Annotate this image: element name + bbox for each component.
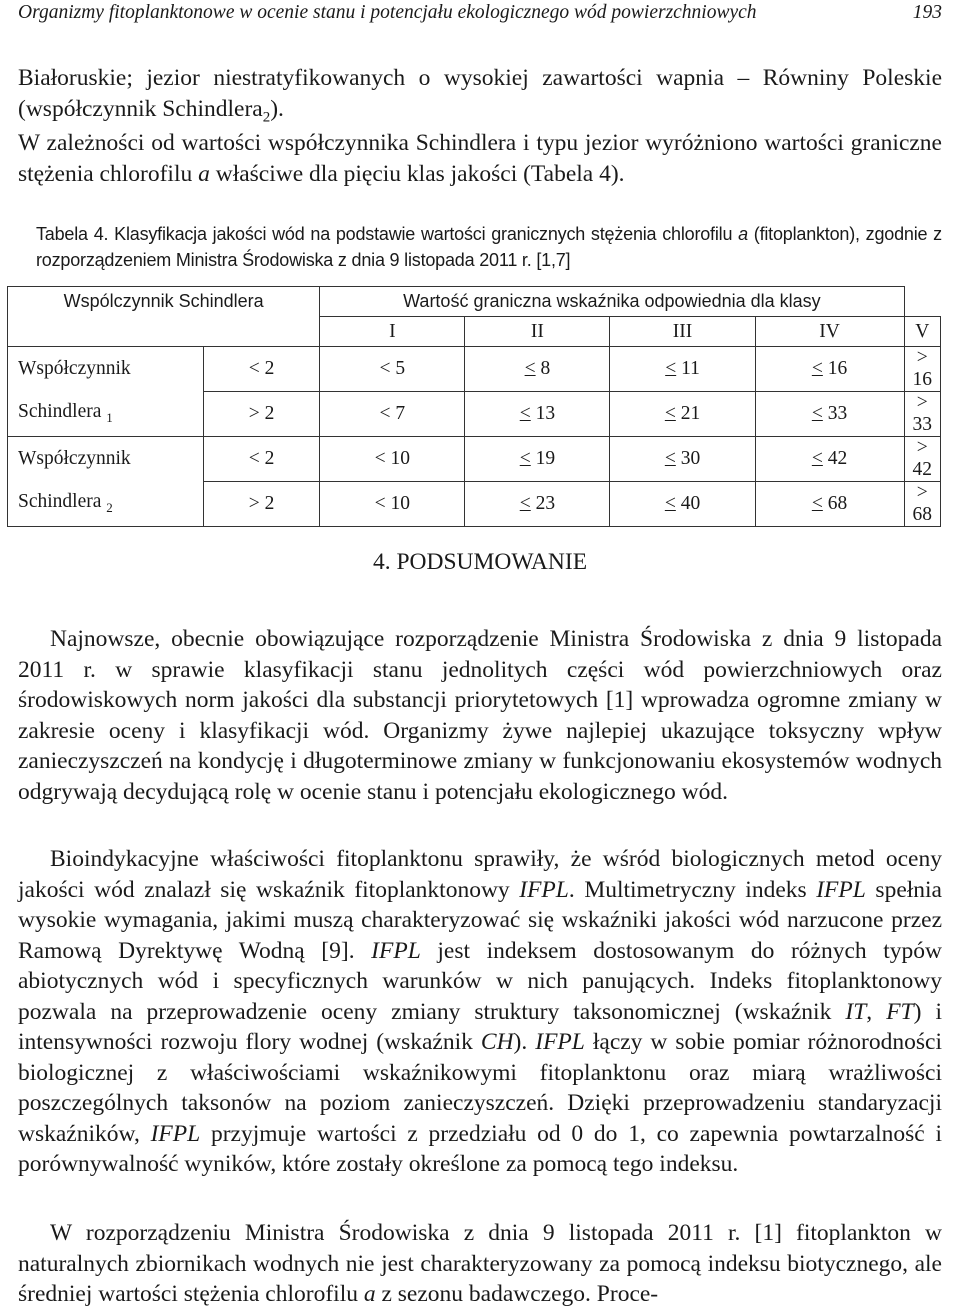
value-cell: < 16 xyxy=(755,347,904,392)
value-cell: > 16 xyxy=(904,347,941,392)
cond-cell: > 2 xyxy=(203,482,319,527)
class-header: II xyxy=(465,317,610,347)
value-cell: < 13 xyxy=(465,392,610,437)
value-cell: < 42 xyxy=(755,437,904,482)
running-header xyxy=(18,0,942,26)
row-label: Współczynnik xyxy=(8,347,204,392)
value-cell: < 5 xyxy=(320,347,465,392)
value-cell: < 23 xyxy=(465,482,610,527)
cond-cell: < 2 xyxy=(203,347,319,392)
value-cell: < 7 xyxy=(320,392,465,437)
value-cell: < 40 xyxy=(610,482,755,527)
class-header: III xyxy=(610,317,755,347)
value-cell: < 19 xyxy=(465,437,610,482)
row-label: Schindlera $_1$ xyxy=(8,392,204,437)
class-header: I xyxy=(320,317,465,347)
intro-paragraph-2: W zależności od wartości współczynnika Schindlera i typu jezior wyróżniono wartości graniczne stężenia chlorofilu a właściwe dla pięciu klas jakości (Tabela 4). xyxy=(18,130,942,187)
value-cell: < 21 xyxy=(610,392,755,437)
class-header: IV xyxy=(755,317,904,347)
summary-paragraph-1: Najnowsze, obecnie obowiązujące rozporządzenie Ministra Środowiska z dnia 9 listopada 2011 r. w sprawie klasyfikacji stanu jednolitych części wód powierzchniowych oraz środowiskowych norm jakości dla substancji priorytetowych [1] wprowadza ogromne zmiany w zakresie oceny i klasyfikacji wód. Organizmy żywe najlepiej ukazujące toksyczny wpływ zanieczyszczeń na kondycję i długoterminowe zmiany w funkcjonowaniu ekosystemów wodnych odgrywają decydującą rolę w ocenie stanu i potencjału ekologicznego wód. xyxy=(18,626,942,805)
summary-paragraph-2: Bioindykacyjne właściwości fitoplanktonu sprawiły, że wśród biologicznych metod oceny jakości wód znalazł się wskaźnik fitoplanktonowy IFPL. Multimetryczny indeks IFPL spełnia wysokie wymagania, jakimi muszą charakteryzować się wskaźniki jakości wód narzucone przez Ramową Dyrektywę Wodną [9]. IFPL jest indeksem dostosowanym do różnych typów abiotycznych wód i specyficznych warunków w nich panujących. Indeks fitoplanktonowy pozwala na przeprowadzenie oceny zmiany struktury taksonomicznej (wskaźnik IT, FT) i intensywności rozwoju flory wodnej (wskaźnik CH). IFPL łączy w sobie pomiar różnorodności biologicznej z właściwościami wskaźnikowymi fitoplanktonu oraz miarą wrażliwości poszczególnych taksonów na poziom zanieczyszczeń. Dzięki przeprowadzeniu standaryzacji wskaźników, IFPL przyjmuje wartości z przedziału od 0 do 1, co zapewnia powtarzalność i porównywalność wyników, które zostały określone za pomocą tego indeksu. xyxy=(18,846,943,1177)
row-label: Współczynnik xyxy=(8,437,204,482)
class-header: V xyxy=(904,317,941,347)
header-schindler: Wspólczynnik Schindlera xyxy=(8,287,320,317)
classification-table xyxy=(7,286,941,527)
header-class-threshold: Wartość graniczna wskaźnika odpowiednia dla klasy xyxy=(320,287,904,317)
value-cell: < 33 xyxy=(755,392,904,437)
value-cell: < 8 xyxy=(465,347,610,392)
page-number: 193 xyxy=(912,2,942,23)
value-cell: < 10 xyxy=(320,437,465,482)
intro-paragraph-1: Białoruskie; jezior niestratyfikowanych o wysokiej zawartości wapnia – Równiny Poleskie (współczynnik Schindlera$_2$). xyxy=(18,65,942,126)
section-heading: 4. PODSUMOWANIE xyxy=(372,549,588,575)
cond-cell: > 2 xyxy=(203,392,319,437)
summary-paragraph-3: W rozporządzeniu Ministra Środowiska z dnia 9 listopada 2011 r. [1] fitoplankton w naturalnych zbiornikach wodnych nie jest charakteryzowany za pomocą indeksu biotycznego, ale średniej wartości stężenia chlorofilu a z sezonu badawczego. Proce- xyxy=(18,1220,942,1307)
row-label: Schindlera $_2$ xyxy=(8,482,204,527)
header-blank xyxy=(8,317,320,347)
table-row xyxy=(8,482,941,527)
cond-cell: < 2 xyxy=(203,437,319,482)
table-row xyxy=(8,437,941,482)
value-cell: > 33 xyxy=(904,392,941,437)
table-row xyxy=(8,392,941,437)
value-cell: < 30 xyxy=(610,437,755,482)
table-row xyxy=(8,347,941,392)
value-cell: > 68 xyxy=(904,482,941,527)
running-title: Organizmy fitoplanktonowe w ocenie stanu i potencjału ekologicznego wód powierzchniowych xyxy=(18,2,757,23)
table-caption: Tabela 4. Klasyfikacja jakości wód na podstawie wartości granicznych stężenia chlorofilu a (fitoplankton), zgodnie z rozporządzeniem Ministra Środowiska z dnia 9 listopada 2011 r. [1,7] xyxy=(36,224,942,270)
value-cell: < 68 xyxy=(755,482,904,527)
value-cell: < 10 xyxy=(320,482,465,527)
value-cell: < 11 xyxy=(610,347,755,392)
value-cell: > 42 xyxy=(904,437,941,482)
